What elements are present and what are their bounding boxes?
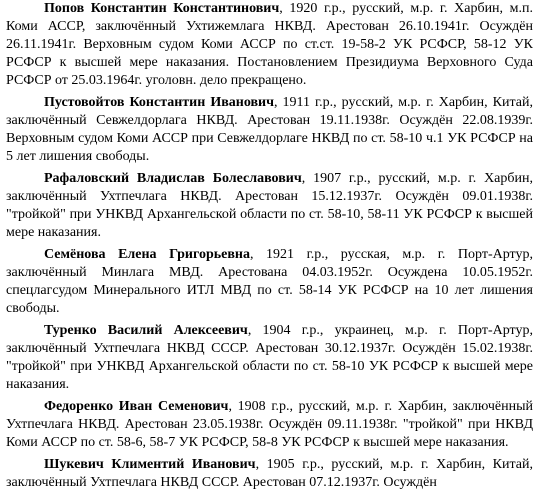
- entry-paragraph: [6, 246, 533, 318]
- person-details: , 1911 г.р., русский, м.р. г. Харбин, Китай, заключённый Севжелдорлага НКВД. Арестован 19.11.1938г. Осуждён 22.08.1939г. Верховным судом Коми АССР при Севжелдорлаге НКВД по ст. 58-10 ч.1 УК РСФСР на 5 лет лишения свободы.: [6, 95, 533, 164]
- entry-shukevich: [6, 456, 533, 492]
- entry-paragraph: [6, 456, 533, 492]
- person-name: Рафаловский Владислав Болеславович: [44, 171, 302, 186]
- entry-popov: [6, 0, 533, 90]
- person-details: , 1907 г.р., русский, м.р. г. Харбин, заключённый Ухтпечлага НКВД. Арестован 15.12.1937г. Осуждён 09.01.1938г. "тройкой" при УНКВД Архангельской области по ст. 58-10, 58-11 УК РСФСР к высшей мере наказания.: [6, 171, 533, 240]
- person-details: , 1921 г.р., русская, м.р. г. Порт-Артур, заключённый Минлага МВД. Арестована 04.03.1952г. Осуждена 10.05.1952г. спецлагсудом Минерального ИТЛ МВД по ст. 58-14 УК РСФСР на 10 лет лишения свободы.: [6, 247, 533, 316]
- person-name: Семёнова Елена Григорьевна: [44, 247, 250, 262]
- entry-fedorenko: [6, 398, 533, 452]
- entry-turenko: [6, 322, 533, 394]
- person-name: Федоренко Иван Семенович: [44, 399, 229, 414]
- person-name: Попов Константин Константинович: [44, 1, 280, 16]
- entry-paragraph: [6, 170, 533, 242]
- person-name: Пустовойтов Константин Иванович: [44, 95, 275, 110]
- person-details: , 1905 г.р., русский, м.р. г. Харбин, Китай, заключённый Ухтпечлага НКВД СССР. Арестован 07.12.1937г. Осуждён: [6, 457, 533, 490]
- entry-pustovoitov: [6, 94, 533, 166]
- entry-paragraph: [6, 0, 533, 90]
- person-details: , 1904 г.р., украинец, м.р. г. Порт-Артур, заключённый Ухтпечлага НКВД СССР. Арестован 30.12.1937г. Осуждён 15.02.1938г. "тройкой" при УНКВД Архангельской области по ст. 58-10 УК РСФСР к высшей мере наказания.: [6, 323, 533, 392]
- entry-paragraph: [6, 94, 533, 166]
- person-details: , 1920 г.р., русский, м.р. г. Харбин, м.п. Коми АССР, заключённый Ухтижемлага НКВД. Арестован 26.10.1941г. Осуждён 26.11.1941г. Верховным судом Коми АССР по ст.ст. 19-58-2 УК РСФСР, 58-12 УК РСФСР к высшей мере наказания. Постановлением Президиума Верховного Суда РСФСР от 25.03.1964г. уголовн. дело прекращено.: [6, 1, 534, 88]
- entry-semenova: [6, 246, 533, 318]
- entry-paragraph: [6, 322, 533, 394]
- person-details: , 1908 г.р., русский, м.р. г. Харбин, заключённый Ухтпечлага НКВД. Арестован 23.05.1938г. Осуждён 09.11.1938г. "тройкой" при НКВД Коми АССР по ст. 58-6, 58-7 УК РСФСР, 58-8 УК РСФСР к высшей мере наказания.: [6, 399, 533, 450]
- person-name: Туренко Василий Алексеевич: [44, 323, 248, 338]
- person-name: Шукевич Климентий Иванович: [44, 457, 256, 472]
- entry-paragraph: [6, 398, 533, 452]
- entry-rafalovsky: [6, 170, 533, 242]
